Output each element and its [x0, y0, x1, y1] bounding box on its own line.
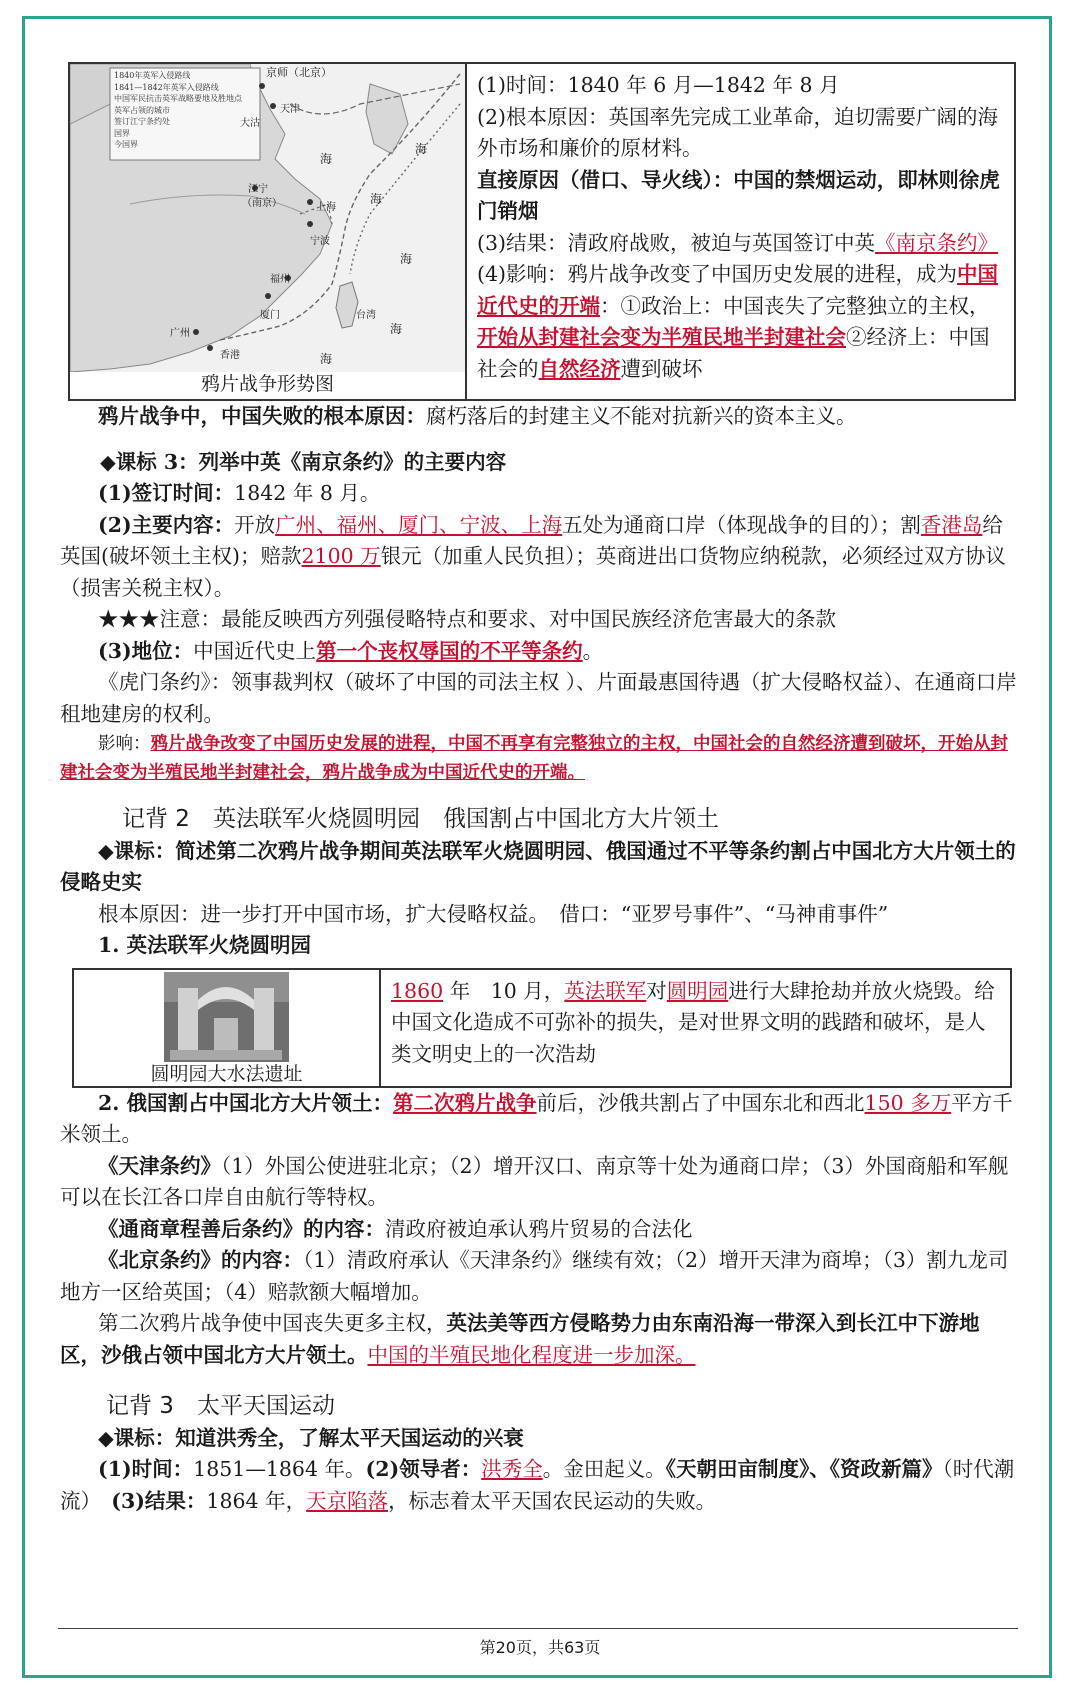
- opium-war-map: [70, 64, 465, 399]
- tianjin-treaty: 《天津条约》（1）外国公使进驻北京；（2）增开汉口、南京等十处为通商口岸；（3）外国商船和军舰可以在长江各口岸自由航行等特权。: [60, 1153, 1009, 1209]
- yuanmingyuan-desc: 1860 年 10 月，英法联军对圆明园进行大肆抢劫并放火烧毁。给中国文化造成不可弥补的损失，是对世界文明的践踏和破坏，是人类文明史上的一次浩劫: [391, 978, 995, 1066]
- map-label-guangzhou: 广州: [170, 328, 190, 339]
- map-label-dagu: 大沽: [240, 118, 260, 129]
- section-2-summary: 第二次鸦片战争使中国丧失更多主权，英法美等西方侵略势力由东南沿海一带深入到长江中下游地区，沙俄占领中国北方大片领土。中国的半殖民地化程度进一步加深。: [60, 1311, 980, 1367]
- opium-war-table: [68, 62, 1016, 401]
- taiping-details: (1)时间：1851—1864 年。(2)领导者：洪秀全。金田起义。《天朝田亩制度》、《资政新篇》（时代潮流） (3)结果：1864 年，天京陷落，标志着太平天国农民运动的失败。: [60, 1457, 1015, 1513]
- yuanmingyuan-caption: 圆明园大水法遗址: [150, 1062, 303, 1085]
- map-label-shanghai: 上海: [316, 202, 336, 213]
- opium-war-summary: [466, 63, 1015, 400]
- map-label-nanjing: （南京）: [242, 198, 282, 209]
- beijing-treaty: 《北京条约》的内容：（1）清政府承认《天津条约》继续有效；（2）增开天津为商埠；（3）割九龙司地方一区给英国；（4）赔款额大幅增加。: [60, 1248, 1009, 1304]
- map-legend: [114, 70, 260, 151]
- legend-item: 今国界: [114, 140, 138, 149]
- yuanmingyuan-image-cell: [73, 969, 380, 1087]
- map-label-sea-6: 海: [390, 322, 403, 336]
- war-time: (1)时间：1840 年 6 月—1842 年 8 月: [477, 73, 840, 97]
- map-label-sea-5: 海: [415, 142, 428, 156]
- map-label-jiangning: 江宁: [248, 184, 268, 195]
- war-root-cause: (2)根本原因：英国率先完成工业革命，迫切需要广阔的海外市场和廉价的原材料。: [477, 104, 999, 160]
- map-label-fuzhou: 福州: [270, 274, 290, 285]
- map-label-hongkong: 香港: [220, 350, 240, 361]
- war-result: (3)结果：清政府战败，被迫与英国签订中英《南京条约》: [477, 230, 999, 255]
- nanjing-status: (3)地位：中国近代史上第一个丧权辱国的不平等条约。: [98, 638, 604, 663]
- trade-rules-treaty: 《通商章程善后条约》的内容：清政府被迫承认鸦片贸易的合法化: [98, 1216, 693, 1241]
- kb3-title: ◆课标 3：列举中英《南京条约》的主要内容: [100, 449, 507, 474]
- legend-item: 英军占领的城市: [114, 105, 170, 115]
- map-label-sea-3: 海: [400, 252, 413, 266]
- legend-item: 签订江宁条约处: [114, 117, 170, 126]
- yuanmingyuan-photo: [74, 970, 379, 1062]
- russia-territory: 2. 俄国割占中国北方大片领土：第二次鸦片战争前后，沙俄共割占了中国东北和西北150 多万平方千米领土。: [60, 1090, 1013, 1146]
- section-2-heading: 记背 2 英法联军火烧圆明园 俄国割占中国北方大片领土: [122, 806, 719, 832]
- map-label-beijing: 京师（北京）: [266, 66, 332, 79]
- page-number: 第20页，共63页: [479, 1638, 601, 1657]
- nanjing-time: (1)签订时间：1842 年 8 月。: [98, 481, 381, 505]
- nanjing-content: (2)主要内容：开放广州、福州、厦门、宁波、上海五处为通商口岸（体现战争的目的）；割香港岛给英国(破坏领土主权)；赔款2100 万银元（加重人民负担）；英商进出口货物应纳税款，必须经过双方协议（损害关税主权）。: [60, 512, 1006, 600]
- legend-item: 1840年英军入侵路线: [114, 71, 191, 80]
- section-2-sub1: 1. 英法联军火烧圆明园: [98, 933, 312, 957]
- map-cell: [69, 63, 466, 400]
- yuanmingyuan-table: [72, 968, 1012, 1088]
- opium-war-influence: 影响：鸦片战争改变了中国历史发展的进程，中国不再享有完整独立的主权，中国社会的自然经济遭到破坏，开始从封建社会变为半殖民地半封建社会，鸦片战争成为中国近代史的开端。: [60, 734, 1008, 783]
- nanjing-note: ★★★注意：最能反映西方列强侵略特点和要求、对中国民族经济危害最大的条款: [98, 607, 836, 631]
- war-influence: (4)影响：鸦片战争改变了中国历史发展的进程，成为中国近代史的开端：①政治上：中国丧失了完整独立的主权，开始从封建社会变为半殖民地半封建社会②经济上：中国社会的自然经济遭到破坏: [477, 262, 999, 381]
- map-label-sea-1: 海: [320, 152, 333, 166]
- section-3-heading: 记背 3 太平天国运动: [106, 1393, 335, 1419]
- map-label-sea-2: 海: [370, 192, 383, 206]
- footer-divider: [58, 1628, 1018, 1629]
- map-label-tianjin: 天津: [280, 104, 300, 115]
- humen-treaty: 《虎门条约》：领事裁判权（破坏了中国的司法主权 ）、片面最惠国待遇（扩大侵略权益）、在通商口岸租地建房的权利。: [60, 670, 1017, 726]
- section-2-cause: 根本原因：进一步打开中国市场，扩大侵略权益。 借口：“亚罗号事件”、“马神甫事件”: [98, 901, 889, 926]
- map-label-ningbo: 宁波: [310, 236, 330, 247]
- legend-item: 国界: [114, 128, 130, 138]
- yuanmingyuan-text: [380, 969, 1011, 1087]
- section-3-kb: ◆课标：知道洪秀全，了解太平天国运动的兴衰: [98, 1425, 524, 1450]
- map-label-taiwan: 台湾: [356, 310, 376, 321]
- page-content: [60, 62, 1020, 1517]
- section-2-kb: ◆课标：简述第二次鸦片战争期间英法联军火烧圆明园、俄国通过不平等条约割占中国北方大片领土的侵略史实: [60, 838, 1016, 894]
- legend-item: 1841—1842年英军入侵路线: [114, 82, 219, 92]
- map-label-sea-4: 海: [320, 352, 333, 366]
- map-caption: 鸦片战争形势图: [200, 373, 334, 395]
- war-direct-cause: 直接原因（借口、导火线）：中国的禁烟运动，即林则徐虎门销烟: [477, 167, 1000, 223]
- root-cause-line: 鸦片战争中，中国失败的根本原因：腐朽落后的封建主义不能对抗新兴的资本主义。: [98, 404, 857, 428]
- map-label-xiamen: 厦门: [260, 310, 280, 321]
- legend-item: 中国军民抗击英军战略要地及胜地点: [114, 94, 242, 103]
